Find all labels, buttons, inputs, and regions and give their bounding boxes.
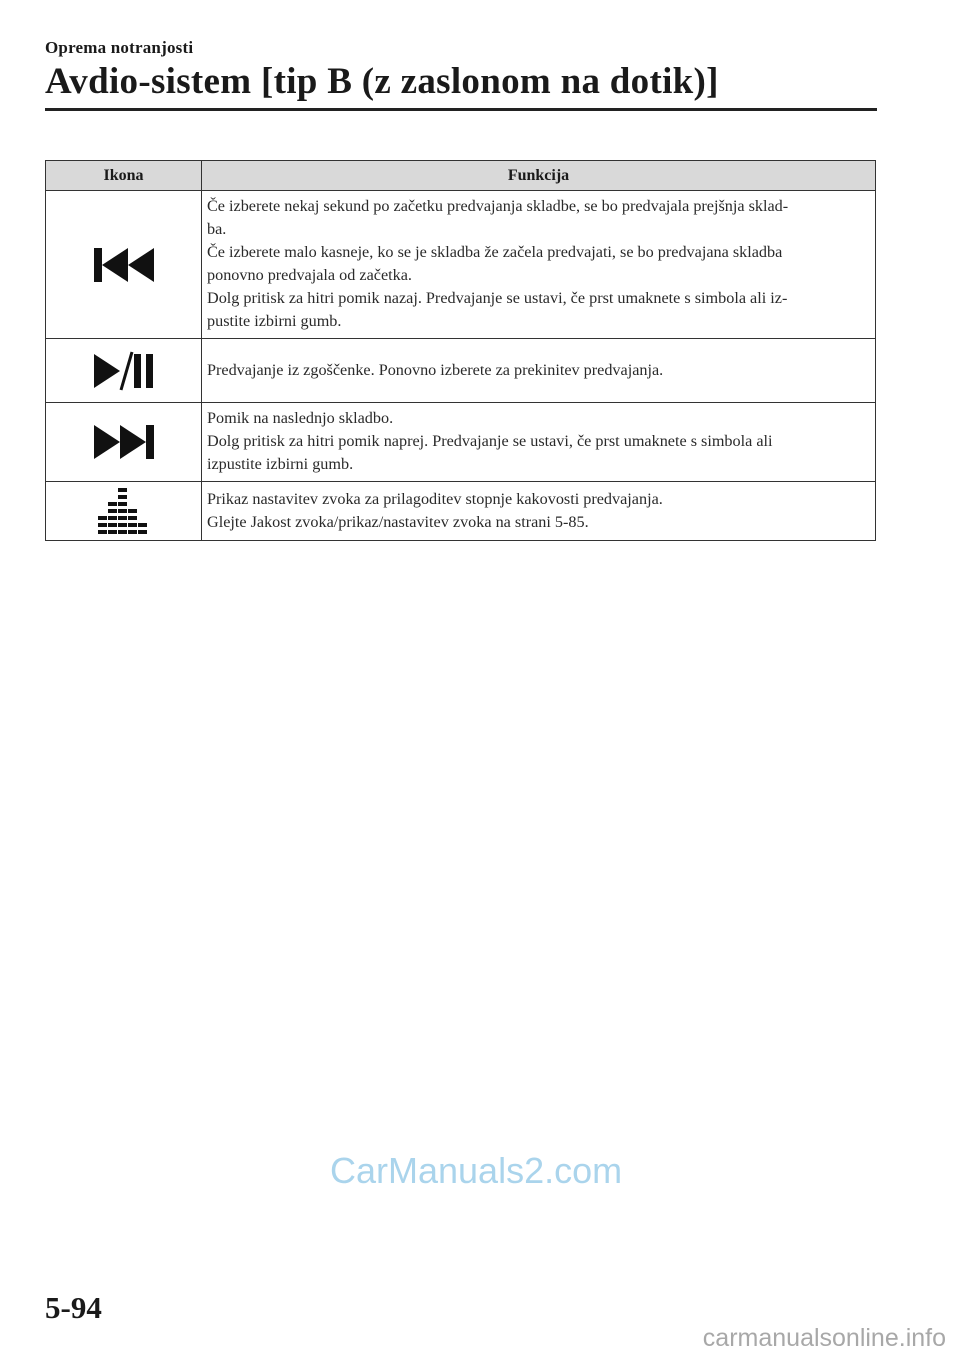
- footer-watermark: carmanualsonline.info: [702, 1324, 946, 1352]
- description-line: Glejte Jakost zvoka/prikaz/nastavitev zvoka na strani 5-85.: [207, 512, 589, 531]
- table-row: [46, 482, 876, 541]
- icon-cell: [46, 339, 202, 403]
- description-line: Dolg pritisk za hitri pomik nazaj. Predvajanje se ustavi, če prst umaknete s simbola ali iz-: [207, 289, 788, 307]
- section-label: Oprema notranjosti: [45, 38, 194, 57]
- description-line: pustite izbirni gumb.: [207, 312, 342, 330]
- play-pause-icon: [92, 350, 156, 392]
- function-description: [202, 482, 876, 541]
- description-line: Dolg pritisk za hitri pomik naprej. Predvajanje se ustavi, če prst umaknete s simbola ali: [207, 432, 773, 450]
- previous-track-icon: [92, 245, 156, 285]
- title-rule: [45, 108, 877, 111]
- description-line: Predvajanje iz zgoščenke. Ponovno izberete za prekinitev predvajanja.: [207, 360, 664, 379]
- description-line: Pomik na naslednjo skladbo.: [207, 409, 394, 427]
- description-line: Prikaz nastavitev zvoka za prilagoditev stopnje kakovosti predvajanja.: [207, 489, 663, 508]
- function-description: [202, 191, 876, 339]
- table-row: [46, 191, 876, 339]
- sound-settings-icon: [97, 486, 151, 536]
- header-icon-column: Ikona: [46, 161, 202, 191]
- description-line: Če izberete malo kasneje, ko se je skladba že začela predvajati, se bo predvajana skladba: [207, 243, 783, 261]
- next-track-icon: [92, 422, 156, 462]
- header-function-column: Funkcija: [202, 161, 876, 191]
- description-line: ponovno predvajala od začetka.: [207, 266, 412, 284]
- description-line: izpustite izbirni gumb.: [207, 455, 354, 473]
- description-line: Če izberete nekaj sekund po začetku predvajanja skladbe, se bo predvajala prejšnja sklad-: [207, 197, 789, 215]
- table-row: [46, 403, 876, 482]
- function-description: [202, 339, 876, 403]
- icon-cell: [46, 191, 202, 339]
- watermark: CarManuals2.com: [330, 1150, 623, 1191]
- page-number: 5-94: [45, 1290, 102, 1325]
- function-description: [202, 403, 876, 482]
- icon-function-table: [45, 160, 876, 541]
- icon-cell: [46, 482, 202, 541]
- icon-cell: [46, 403, 202, 482]
- description-line: ba.: [207, 220, 227, 238]
- page-title: Avdio-sistem [tip B (z zaslonom na dotik)]: [45, 61, 719, 102]
- table-header-row: [46, 161, 876, 191]
- table-row: [46, 339, 876, 403]
